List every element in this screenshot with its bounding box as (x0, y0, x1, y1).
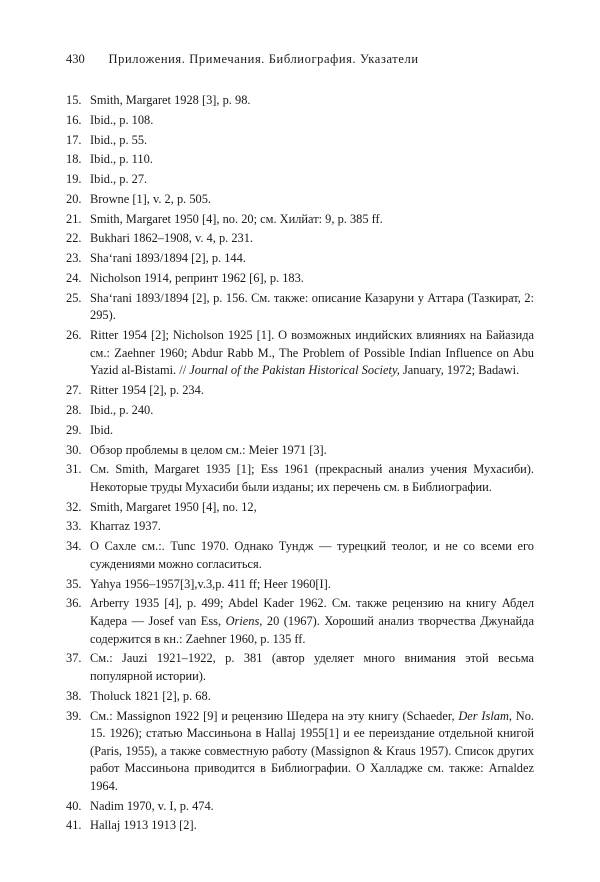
note-item (66, 422, 534, 440)
note-number: 16. (66, 112, 82, 127)
note-text-segment: Hallaj 1913 1913 [2]. (90, 818, 197, 833)
note-text-italic: Journal of the Pakistan Historical Society, (189, 363, 400, 378)
note-text-segment: Nicholson 1914, репринт 1962 [6], p. 183. (90, 271, 304, 286)
note-item (66, 402, 534, 420)
note-item (66, 595, 534, 648)
note-text-segment: См. Smith, Margaret 1935 [1]; Ess 1961 (прекрасный анализ учения Мухасиби). Некоторые труды Мухасиби были изданы; их перечень см. в Библиографии. (90, 462, 534, 494)
note-number: 27. (66, 383, 82, 398)
note-item (66, 576, 534, 594)
note-item (66, 191, 534, 209)
note-number: 19. (66, 172, 82, 187)
note-text (90, 211, 534, 229)
note-text-segment: Bukhari 1862–1908, v. 4, p. 231. (90, 231, 254, 246)
note-number: 24. (66, 271, 82, 286)
note-text (90, 595, 534, 648)
note-text-segment: Browne [1], v. 2, p. 505. (90, 191, 212, 206)
note-text (90, 518, 534, 536)
note-text-segment: Smith, Margaret 1950 [4], no. 12, (90, 499, 257, 514)
note-item (66, 817, 534, 835)
note-text (90, 382, 534, 400)
note-text-segment: Tholuck 1821 [2], p. 68. (90, 688, 211, 703)
note-text (90, 817, 534, 835)
note-text-segment: Kharraz 1937. (90, 519, 161, 534)
note-item (66, 688, 534, 706)
note-text (90, 230, 534, 248)
note-item (66, 211, 534, 229)
note-text (90, 92, 534, 110)
note-text (90, 461, 534, 496)
note-text-segment: Sha‘rani 1893/1894 [2], p. 156. См. также: описание Казаруни у Аттара (Тазкират, 2: 295). (90, 290, 534, 323)
note-item (66, 518, 534, 536)
note-text (90, 688, 534, 706)
note-item (66, 708, 534, 796)
page-number: 430 (66, 52, 85, 66)
note-item (66, 92, 534, 110)
note-number: 22. (66, 231, 82, 246)
note-text-segment: См.: Massignon 1922 [9] и рецензию Шедера на эту книгу (Schaeder, (90, 708, 459, 723)
note-number: 41. (66, 818, 82, 833)
running-header (66, 52, 546, 67)
note-number: 40. (66, 798, 82, 813)
note-text-segment: Ibid., p. 108. (90, 112, 154, 127)
note-number: 38. (66, 688, 82, 703)
note-text-segment: Arberry 1935 [4], p. 499; Abdel Kader 1962. См. также рецензию на книгу Абдел Кадера — Josef van Ess, (90, 596, 534, 628)
note-text (90, 402, 534, 420)
note-number: 33. (66, 519, 82, 534)
note-item (66, 290, 534, 325)
note-number: 26. (66, 328, 82, 343)
note-text (90, 151, 534, 169)
note-text (90, 650, 534, 685)
note-item (66, 650, 534, 685)
note-number: 25. (66, 290, 82, 305)
note-text-segment: 20 (1967). Хороший анализ творчества Джунайда содержится в кн.: Zaehner 1960, p. 135 ff. (90, 613, 534, 646)
note-item (66, 442, 534, 460)
note-number: 21. (66, 211, 82, 226)
running-title: Приложения. Примечания. Библиография. Указатели (108, 52, 419, 66)
note-text (90, 576, 534, 594)
note-item (66, 132, 534, 150)
note-number: 28. (66, 402, 82, 417)
note-item (66, 382, 534, 400)
note-text (90, 798, 534, 816)
note-item (66, 270, 534, 288)
note-text-segment: Ibid. (90, 422, 114, 437)
note-number: 34. (66, 539, 82, 554)
note-text (90, 708, 534, 796)
note-text-segment: Ibid., p. 110. (90, 152, 153, 167)
note-text-segment: Smith, Margaret 1928 [3], p. 98. (90, 93, 251, 107)
note-number: 20. (66, 191, 82, 206)
note-text-segment: Ibid., p. 55. (90, 132, 148, 147)
note-number: 18. (66, 152, 82, 167)
note-item (66, 461, 534, 496)
note-number: 35. (66, 576, 82, 591)
note-text (90, 132, 534, 150)
note-text-segment: Smith, Margaret 1950 [4], no. 20; см. Хилйат: 9, p. 385 ff. (90, 211, 383, 226)
note-item (66, 151, 534, 169)
note-number: 17. (66, 132, 82, 147)
note-text-segment: January, 1972; Badawi. (399, 363, 520, 378)
note-text (90, 538, 534, 573)
note-text-segment: О Сахле см.:. Tunc 1970. Однако Тундж — турецкий теолог, и не со всеми его суждениями можно согласиться. (90, 539, 534, 571)
note-text (90, 270, 534, 288)
note-text (90, 442, 534, 460)
note-text-segment: Nadim 1970, v. I, p. 474. (90, 798, 214, 813)
note-item (66, 112, 534, 130)
note-number: 37. (66, 651, 82, 666)
note-text-segment: Sha‘rani 1893/1894 [2], p. 144. (90, 251, 246, 266)
note-text (90, 327, 534, 380)
note-number: 39. (66, 708, 82, 723)
note-item (66, 798, 534, 816)
note-number: 36. (66, 596, 82, 611)
note-number: 30. (66, 442, 82, 457)
note-text-segment: Ibid., p. 27. (90, 172, 148, 187)
note-text-italic: Der Islam, (458, 708, 512, 723)
note-text (90, 499, 534, 517)
note-item (66, 230, 534, 248)
note-text (90, 171, 534, 189)
note-text-segment: No. 15. 1926); статью Массиньона в Hallaj 1955[1] и ее переиздание отдельной книгой (Paris, 1955), а также совместную работу (Massignon & Kraus 1957). Список других работ Массиньона приводится в Библиографии. О Халладже см. также: Arnaldez 1964. (90, 708, 534, 793)
note-item (66, 538, 534, 573)
note-text-segment: Yahya 1956–1957[3],v.3,p. 411 ff; Heer 1960[I]. (90, 576, 331, 591)
note-text (90, 112, 534, 130)
note-text (90, 422, 534, 440)
note-item (66, 250, 534, 268)
note-text (90, 250, 534, 268)
note-number: 31. (66, 462, 82, 477)
note-item (66, 327, 534, 380)
note-text (90, 290, 534, 325)
note-text-segment: Ritter 1954 [2], p. 234. (90, 383, 204, 398)
note-text-italic: Oriens, (225, 613, 263, 628)
note-text (90, 191, 534, 209)
note-number: 15. (66, 93, 82, 107)
note-text-segment: Обзор проблемы в целом см.: Meier 1971 [3]. (90, 442, 327, 457)
note-number: 32. (66, 499, 82, 514)
note-item (66, 499, 534, 517)
note-item (66, 171, 534, 189)
note-number: 29. (66, 422, 82, 437)
note-number: 23. (66, 251, 82, 266)
note-text-segment: См.: Jauzi 1921–1922, p. 381 (автор уделяет много внимания этой весьма популярной истории). (90, 651, 534, 683)
note-text-segment: Ibid., p. 240. (90, 402, 154, 417)
notes-list (66, 92, 534, 837)
note-text-segment: Ritter 1954 [2]; Nicholson 1925 [1]. О возможных индийских влияниях на Байазида см.: Zaehner 1960; Abdur Rabb M., The Problem of Possible Indian Influence on Abu Yazid al-Bistami. // (90, 328, 534, 378)
